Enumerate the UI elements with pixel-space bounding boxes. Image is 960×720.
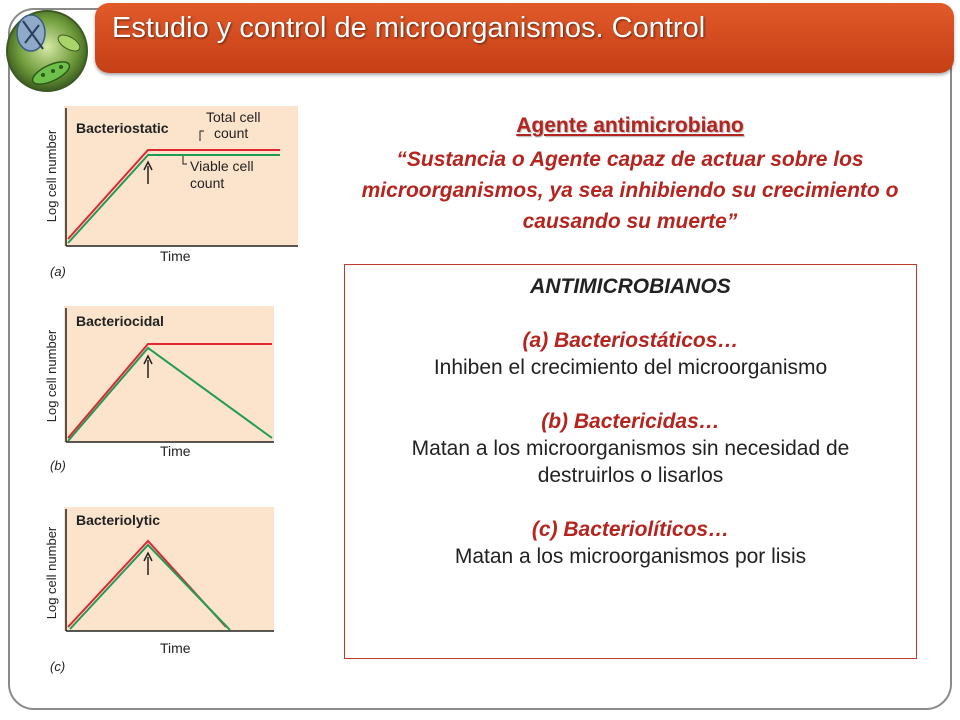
- legend-total: Total cell: [206, 109, 261, 125]
- graph-title: Bacteriocidal: [76, 313, 164, 329]
- graph-bacteriostatic: [40, 106, 302, 286]
- item-label-bactericidal: (b) Bactericidas…: [541, 410, 720, 433]
- graph-xlabel: Time: [160, 640, 191, 656]
- item-label-bacteriostatic: (a) Bacteriostáticos…: [522, 329, 739, 352]
- antimicrobials-heading: ANTIMICROBIANOS: [530, 275, 731, 298]
- legend-viable-2: count: [190, 175, 225, 191]
- graph-xlabel: Time: [160, 248, 191, 264]
- microbe-logo-icon: [3, 3, 103, 98]
- graph-bacteriolytic: [40, 507, 302, 687]
- graph-panel-label: (c): [50, 659, 66, 674]
- item-desc-bacteriolytic: Matan a los microorganismos por lisis: [454, 545, 807, 568]
- slide-title: Estudio y control de microorganismos. Control: [112, 12, 706, 44]
- legend-viable: Viable cell: [190, 158, 254, 174]
- item-desc-bacteriostatic: Inhiben el crecimiento del microorganismo: [433, 356, 828, 379]
- graph-panel-label: (a): [50, 264, 66, 279]
- graph-title: Bacteriolytic: [76, 512, 161, 528]
- graph-panel-label: (b): [50, 458, 66, 473]
- graph-ylabel: Log cell number: [44, 129, 59, 223]
- legend-total-2: count: [214, 125, 249, 141]
- graph-bacteriocidal: [40, 306, 302, 486]
- graph-xlabel: Time: [160, 443, 191, 459]
- item-label-bacteriolytic: (c) Bacteriolíticos…: [531, 518, 730, 541]
- definition-title: Agente antimicrobiano: [516, 114, 744, 137]
- graph-ylabel: Log cell number: [44, 526, 59, 620]
- graph-ylabel: Log cell number: [44, 329, 59, 423]
- item-desc-bactericidal: Matan a los microorganismos sin necesidad de destruirlos o lisarlos: [411, 437, 850, 487]
- antimicrobials-box: [344, 264, 917, 659]
- graph-title: Bacteriostatic: [76, 120, 169, 136]
- definition-text: “Sustancia o Agente capaz de actuar sobre los microorganismos, ya sea inhibiendo su crecimiento o causando su muerte”: [361, 148, 899, 233]
